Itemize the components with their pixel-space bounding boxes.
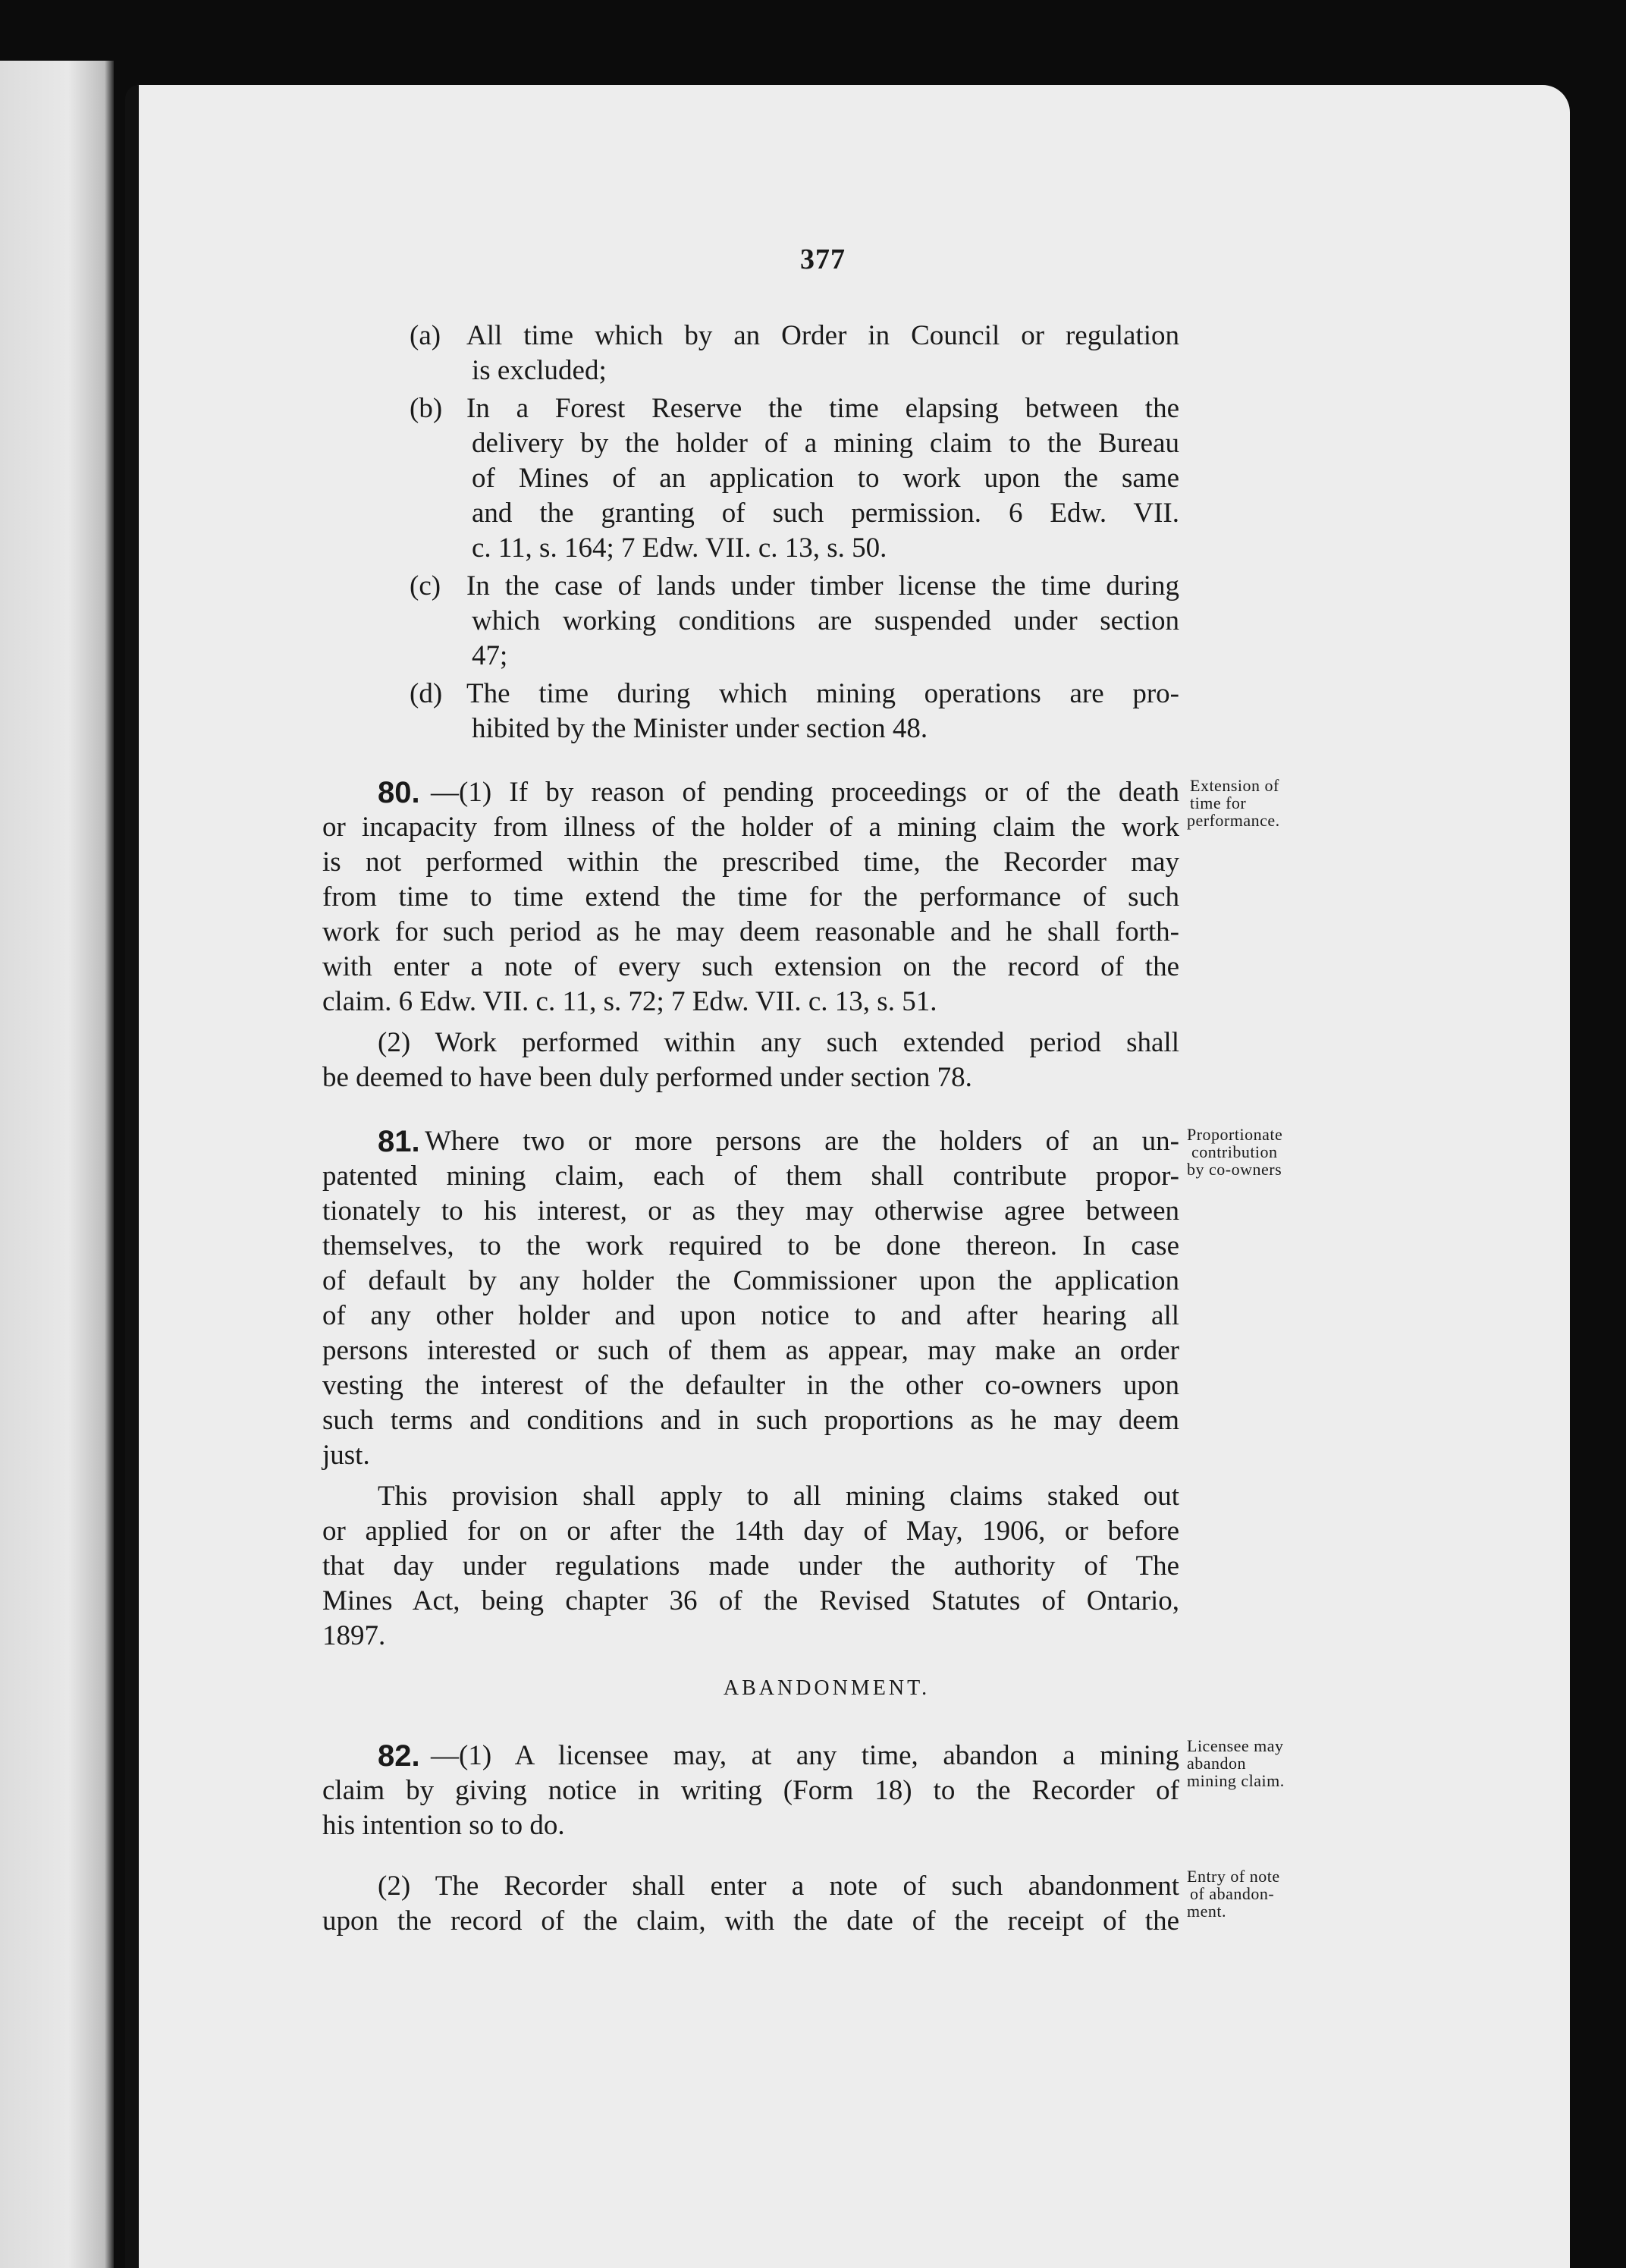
section-line: with enter a note of every such extension on the record of the [322,951,1179,982]
section-line: Mines Act, being chapter 36 of the Revised Statutes of Ontario, [322,1585,1179,1616]
section-line: (2) Work performed within any such extended period shall [378,1027,1179,1058]
section-line: —(1) If by reason of pending proceedings or of the death [431,777,1179,808]
section-line: or incapacity from illness of the holder of a mining claim the work [322,812,1179,843]
section-line: upon the record of the claim, with the date of the receipt of the [322,1905,1179,1937]
clause-line: 47; [472,640,508,671]
section-line: of any other holder and upon notice to and after hearing all [322,1300,1179,1331]
clause-line: The time during which mining operations are pro- [466,678,1179,709]
section-line: of default by any holder the Commissioner upon the application [322,1265,1179,1296]
section-line: be deemed to have been duly performed under section 78. [322,1062,972,1093]
clause-line: is excluded; [472,355,607,386]
clause-label: (a) [410,320,441,351]
margin-note: Licensee may abandon mining claim. [1187,1736,1285,1790]
section-heading: ABANDONMENT. [723,1676,931,1700]
section-line: Where two or more persons are the holders of an un- [425,1126,1179,1157]
clause-line: which working conditions are suspended under section [472,605,1179,636]
page-number: 377 [800,243,846,275]
clause-line: In the case of lands under timber license the time during [466,570,1179,602]
clause-line: of Mines of an application to work upon the same [472,463,1179,494]
adjacent-page-edge [0,61,114,2268]
section-line: 1897. [322,1620,386,1651]
section-line: persons interested or such of them as appear, may make an order [322,1335,1179,1366]
margin-note: Entry of note of abandon- ment. [1187,1867,1280,1921]
clause-line: In a Forest Reserve the time elapsing between the [466,393,1179,424]
section-line: This provision shall apply to all mining claims staked out [378,1481,1179,1512]
clause-label: (c) [410,570,441,602]
section-line: (2) The Recorder shall enter a note of such abandonment [378,1871,1179,1902]
section-line: that day under regulations made under the authority of The [322,1550,1179,1582]
clause-line: and the granting of such permission. 6 Edw. VII. [472,498,1179,529]
section-line: tionately to his interest, or as they may otherwise agree between [322,1195,1179,1227]
section-number: 80. [378,776,420,809]
section-line: his intention so to do. [322,1810,565,1841]
section-number: 82. [378,1739,420,1773]
section-line: themselves, to the work required to be done thereon. In case [322,1230,1179,1261]
section-line: is not performed within the prescribed time, the Recorder may [322,847,1179,878]
section-line: work for such period as he may deem reasonable and he shall forth- [322,916,1179,947]
section-line: vesting the interest of the defaulter in the other co-owners upon [322,1370,1179,1401]
section-line: such terms and conditions and in such proportions as he may deem [322,1405,1179,1436]
section-line: claim. 6 Edw. VII. c. 11, s. 72; 7 Edw. VII. c. 13, s. 51. [322,986,937,1017]
section-line: patented mining claim, each of them shall contribute propor- [322,1161,1179,1192]
section-line: from time to time extend the time for the performance of such [322,881,1179,913]
clause-line: All time which by an Order in Council or regulation [466,320,1179,351]
clause-line: delivery by the holder of a mining claim to the Bureau [472,428,1179,459]
section-line: —(1) A licensee may, at any time, abandon a mining [431,1740,1179,1771]
section-line: claim by giving notice in writing (Form 18) to the Recorder of [322,1775,1179,1806]
margin-note: Proportionate contribution by co-owners [1187,1125,1283,1179]
margin-note: Extension of time for performance. [1187,776,1280,830]
clause-label: (d) [410,678,443,709]
section-line: or applied for on or after the 14th day of May, 1906, or before [322,1516,1179,1547]
section-number: 81. [378,1125,420,1158]
clause-line: hibited by the Minister under section 48. [472,713,928,744]
section-line: just. [322,1440,370,1471]
clause-label: (b) [410,393,443,424]
clause-line: c. 11, s. 164; 7 Edw. VII. c. 13, s. 50. [472,532,887,564]
